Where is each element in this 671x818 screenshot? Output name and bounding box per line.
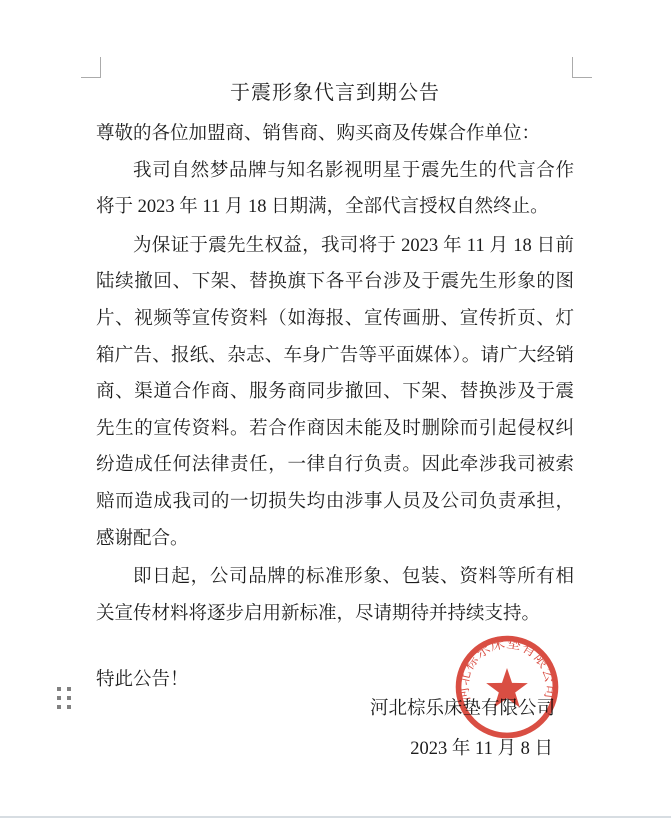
text-boundary-mark-top-right [572,57,592,78]
text-boundary-mark-top-left [81,57,101,78]
document-title: 于震形象代言到期公告 [230,82,440,104]
closing-line: 特此公告！ [96,670,189,691]
body-paragraph: 为保证于震先生权益，我司将于 2023 年 11 月 18 日前陆续撤回、下架、替换旗下各平台涉及于震先生形象的图片、视频等宣传资料（如海报、宣传画册、宣传折页、灯箱广告、报纸、杂志、车身广告等平面媒体）。请广大经销商、渠道合作商、服务商同步撤回、下架、替换涉及于震先生的宣传资料。若合作商因未能及时删除而引起侵权纠纷造成任何法律责任，一律自行负责。因此牵涉我司被索赔而造成我司的一切损失均由涉事人员及公司负责承担，感谢配合。 [96,235,574,549]
margin-dots-handle [57,687,71,709]
dot [57,687,61,691]
seal-ring-text: 河北棕乐床垫有限公司 [455,635,559,703]
company-seal-stamp [450,630,564,744]
signature-date: 2023 年 11 月 8 日 [410,738,553,759]
dot [57,705,61,709]
body-paragraph: 即日起，公司品牌的标准形象、包装、资料等所有相关宣传材料将逐步启用新标准，尽请期待并持续支持。 [96,567,574,624]
salutation-line: 尊敬的各位加盟商、销售商、购买商及传媒合作单位： [96,124,541,144]
body-paragraph: 我司自然梦品牌与知名影视明星于震先生的代言合作将于 2023 年 11 月 18 日期满，全部代言授权自然终止。 [96,160,574,218]
dot [67,687,71,691]
signature-company-name: 河北棕乐床垫有限公司 [369,698,555,719]
dot [67,705,71,709]
dot [67,696,71,700]
dot [57,696,61,700]
seal-star-icon [486,668,528,708]
